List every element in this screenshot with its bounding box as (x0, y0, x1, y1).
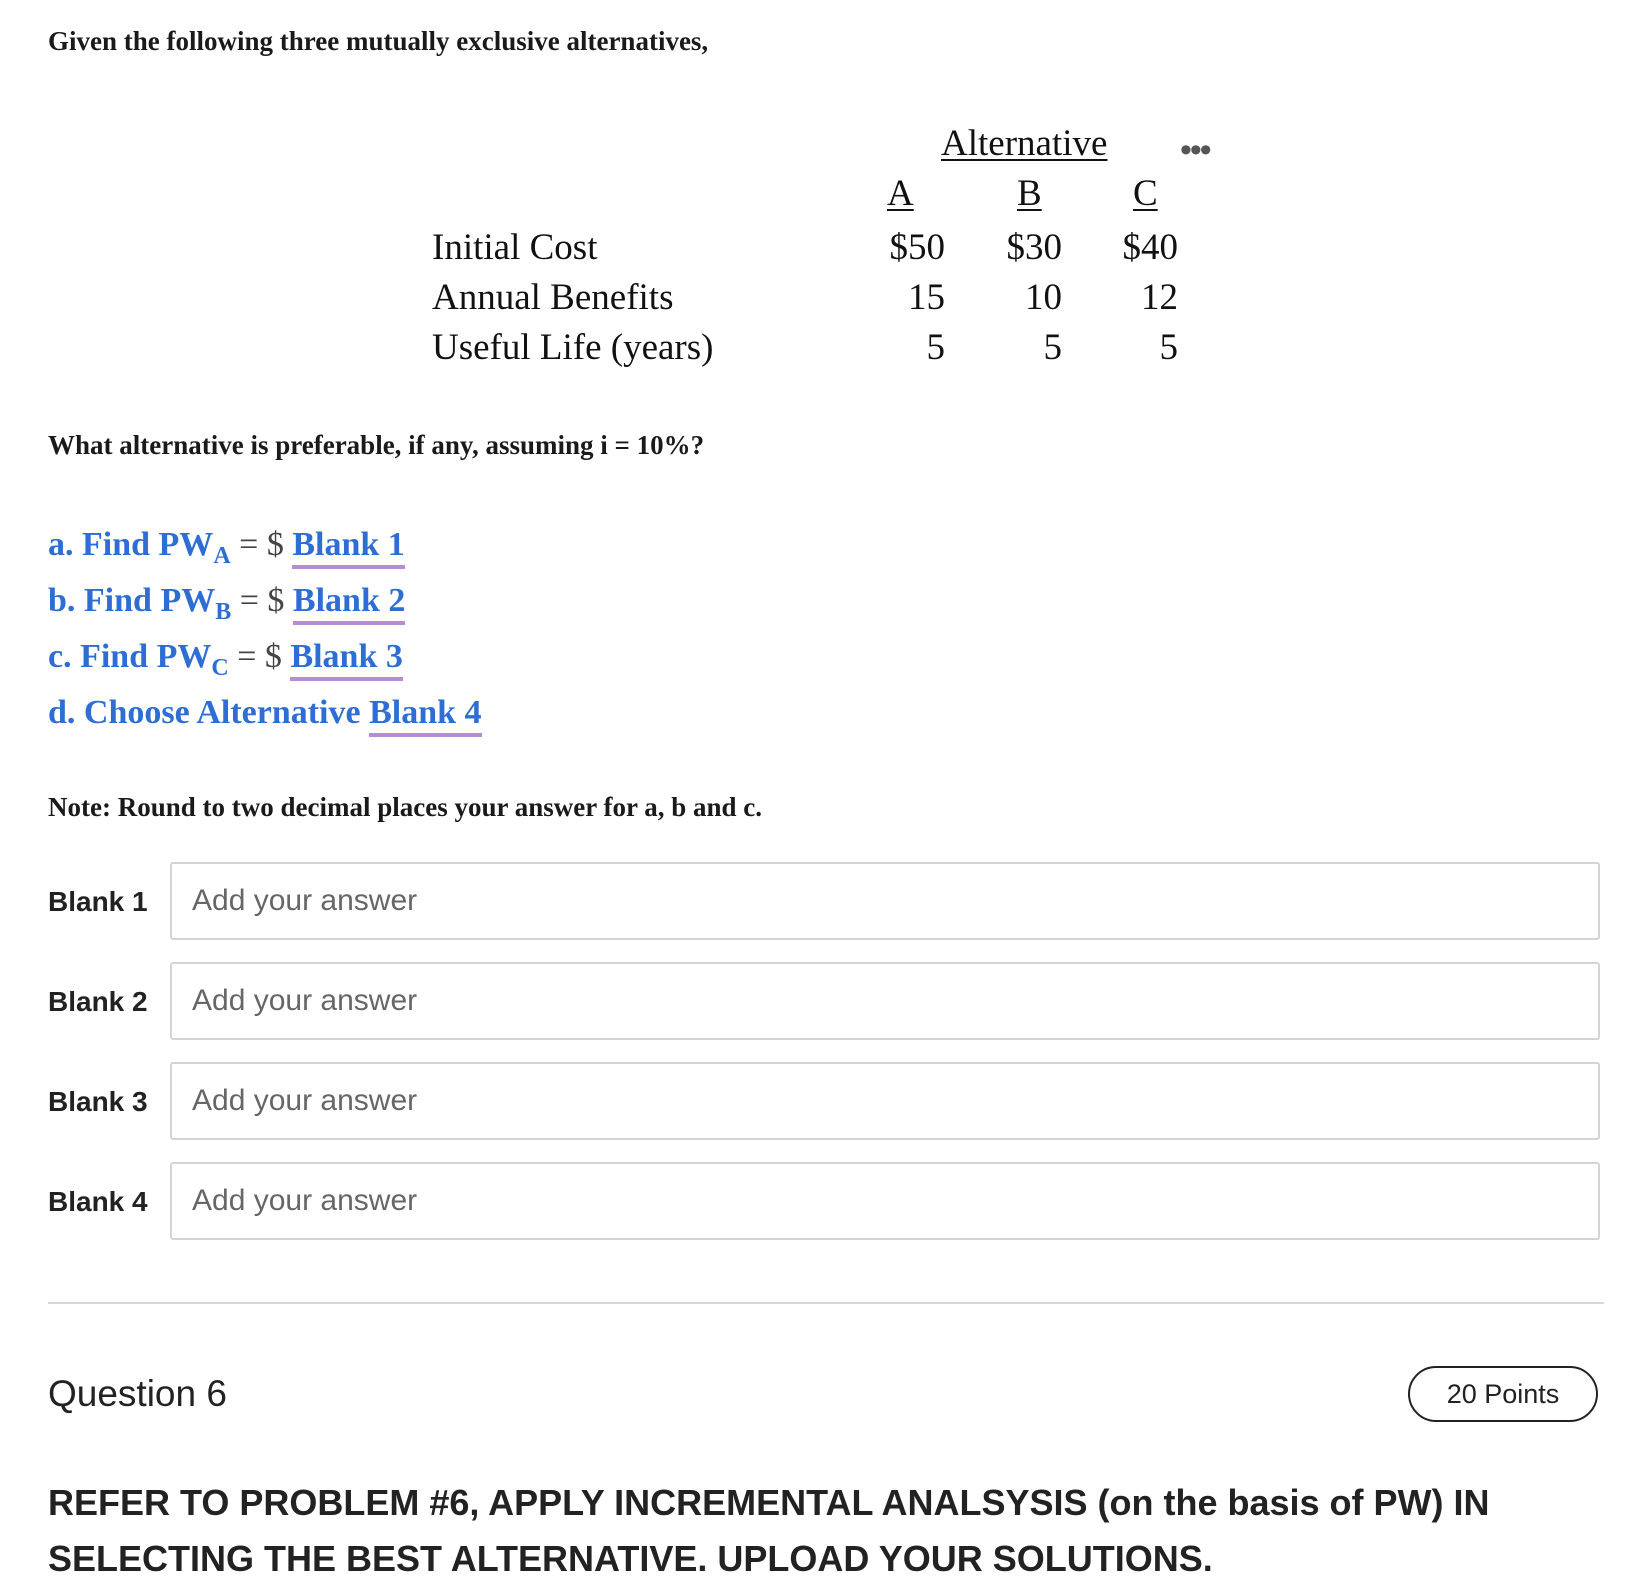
cell-useful-life-b: 5 (1043, 327, 1062, 368)
problem-intro: Given the following three mutually exclusive alternatives, (48, 26, 709, 56)
rounding-note: Note: Round to two decimal places your answer for a, b and c. (48, 792, 762, 822)
answer-label-blank-3: Blank 3 (48, 1086, 148, 1117)
part-c-blank: Blank 3 (290, 638, 402, 681)
answer-label-blank-2: Blank 2 (48, 986, 148, 1017)
points-badge: 20 Points (1408, 1366, 1598, 1422)
cell-useful-life-c: 5 (1159, 327, 1178, 368)
answer-input-blank-4[interactable] (172, 1164, 1598, 1238)
question-title: Question 6 (48, 1373, 227, 1414)
more-options-icon[interactable]: ••• (1180, 131, 1210, 169)
part-a-operator: = $ (230, 526, 293, 563)
cell-initial-cost-c: $40 (1122, 227, 1178, 268)
answer-row-blank-2 (48, 962, 1604, 1042)
answer-input-blank-1[interactable] (172, 864, 1598, 938)
column-header-b: B (1017, 173, 1042, 214)
answer-label-blank-1: Blank 1 (48, 886, 148, 917)
part-a-blank: Blank 1 (292, 526, 404, 569)
alternatives-table (0, 0, 1640, 400)
cell-annual-benefits-c: 12 (1141, 277, 1178, 318)
part-a-subscript: A (213, 543, 231, 569)
answer-input-blank-2[interactable] (172, 964, 1598, 1038)
part-b-prefix: b. Find PW (48, 582, 216, 619)
cell-useful-life-a: 5 (926, 327, 945, 368)
cell-annual-benefits-a: 15 (908, 277, 945, 318)
part-c-prefix: c. Find PW (48, 638, 212, 675)
cell-initial-cost-a: $50 (889, 227, 945, 268)
part-b (48, 576, 482, 632)
part-c-operator: = $ (228, 638, 291, 675)
answer-row-blank-4 (48, 1162, 1604, 1242)
part-a (48, 520, 482, 576)
row-label-initial-cost: Initial Cost (432, 227, 598, 268)
part-d-blank: Blank 4 (369, 694, 481, 737)
problem-question: What alternative is preferable, if any, assuming i = 10%? (48, 430, 705, 460)
part-b-operator: = $ (231, 582, 293, 619)
part-d (48, 688, 482, 744)
question-parts (48, 520, 482, 744)
answer-box-blank-1 (170, 862, 1600, 940)
answer-row-blank-1 (48, 862, 1604, 942)
answer-row-blank-3 (48, 1062, 1604, 1142)
cell-initial-cost-b: $30 (1006, 227, 1062, 268)
part-b-subscript: B (215, 599, 232, 625)
answer-box-blank-3 (170, 1062, 1600, 1140)
question-prompt: REFER TO PROBLEM #6, APPLY INCREMENTAL ANALSYSIS (on the basis of PW) IN SELECTING THE BEST ALTERNATIVE. UPLOAD YOUR SOLUTIONS. (48, 1482, 1490, 1579)
part-c (48, 632, 482, 688)
cell-annual-benefits-b: 10 (1025, 277, 1062, 318)
section-divider (48, 1302, 1604, 1304)
part-d-prefix: d. Choose Alternative (48, 694, 370, 731)
column-header-a: A (887, 173, 914, 214)
answer-box-blank-2 (170, 962, 1600, 1040)
column-header-c: C (1133, 173, 1158, 214)
table-heading: Alternative (941, 123, 1108, 164)
part-c-subscript: C (211, 655, 229, 681)
answer-input-blank-3[interactable] (172, 1064, 1598, 1138)
row-label-annual-benefits: Annual Benefits (432, 277, 674, 318)
part-a-prefix: a. Find PW (48, 526, 214, 563)
answer-box-blank-4 (170, 1162, 1600, 1240)
row-label-useful-life: Useful Life (years) (432, 327, 714, 368)
answer-label-blank-4: Blank 4 (48, 1186, 148, 1217)
part-b-blank: Blank 2 (293, 582, 405, 625)
